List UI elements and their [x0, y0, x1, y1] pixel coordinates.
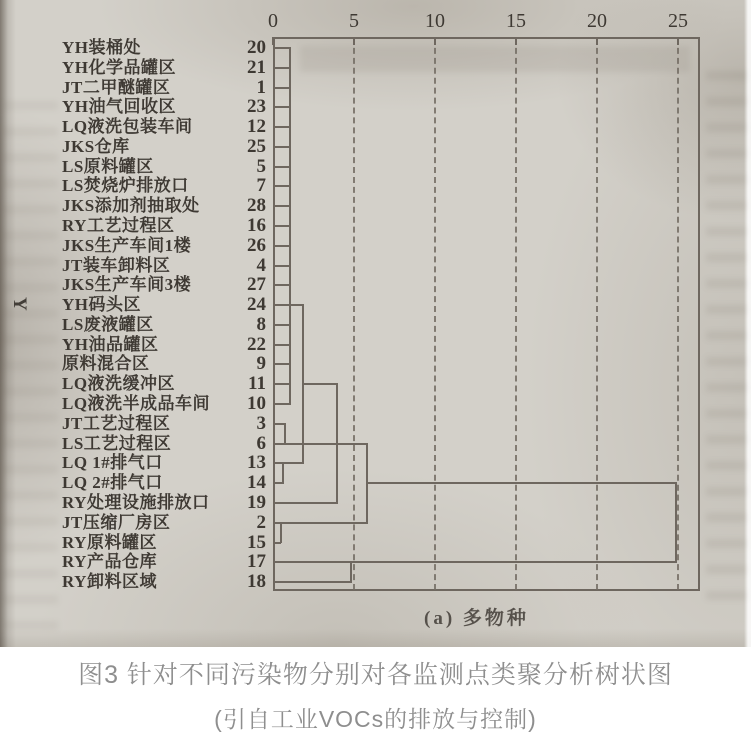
distance-gridline	[515, 38, 517, 590]
axis-tick-label: 15	[506, 10, 526, 32]
dendrogram-link	[336, 383, 338, 504]
figure-caption-block	[0, 647, 751, 735]
dendrogram-leaf-line	[273, 502, 337, 504]
leaf-id: 11	[248, 373, 266, 395]
dendrogram-leaf-line	[273, 126, 290, 128]
dendrogram-link	[282, 462, 284, 484]
leaf-label: JT压缩厂房区	[62, 512, 171, 532]
leaf-label: LQ 1#排气口	[62, 453, 163, 473]
leaf-id: 23	[247, 96, 266, 118]
leaf-label: JKS生产车间1楼	[62, 235, 192, 255]
leaf-id: 5	[256, 155, 266, 177]
axis-tick	[677, 37, 679, 45]
leaf-id: 4	[256, 254, 266, 276]
leaf-label: LQ液洗包装车间	[62, 117, 193, 137]
leaf-label: JT工艺过程区	[62, 413, 171, 433]
dendrogram-leaf-line	[273, 522, 367, 524]
dendrogram-leaf-line	[273, 67, 290, 69]
dendrogram-leaf-line	[273, 265, 290, 267]
leaf-label: RY处理设施排放口	[62, 492, 210, 512]
dendrogram-leaf-line	[273, 284, 290, 286]
leaf-id: 19	[247, 491, 266, 513]
leaf-label: RY卸料区域	[62, 572, 157, 592]
leaf-id: 22	[247, 333, 266, 355]
dendrogram-leaf-line	[273, 561, 676, 563]
axis-tick-label: 10	[425, 10, 445, 32]
leaf-id: 27	[247, 274, 266, 296]
dendrogram-leaf-line	[273, 462, 303, 464]
dendrogram-leaf-line	[273, 344, 290, 346]
axis-tick	[596, 37, 598, 45]
dendrogram-link	[303, 383, 337, 385]
leaf-label: RY产品仓库	[62, 552, 157, 572]
dendrogram-link	[284, 423, 286, 445]
dendrogram-leaf-line	[273, 106, 290, 108]
leaf-id: 9	[256, 353, 266, 375]
leaf-label: LS废液罐区	[62, 314, 154, 334]
dendrogram-leaf-line	[273, 225, 290, 227]
distance-gridline	[353, 38, 355, 590]
leaf-id: 17	[247, 551, 266, 573]
leaf-label: YH化学品罐区	[62, 57, 176, 77]
leaf-id: 13	[247, 452, 266, 474]
leaf-label: RY工艺过程区	[62, 216, 175, 236]
leaf-id: 18	[247, 571, 266, 593]
leaf-label: JKS生产车间3楼	[62, 275, 192, 295]
dendrogram-leaf-line	[273, 47, 290, 49]
dendrogram-leaf-line	[273, 581, 351, 583]
dendrogram-link	[302, 304, 304, 464]
panel-subcaption: (a) 多物种	[424, 608, 529, 629]
dendrogram-leaf-line	[273, 403, 290, 405]
leaf-label: YH码头区	[62, 295, 141, 315]
leaf-id: 1	[256, 76, 266, 98]
axis-tick	[353, 37, 355, 45]
leaf-id: 24	[247, 294, 266, 316]
leaf-id: 7	[256, 175, 266, 197]
leaf-label: LQ液洗半成品车间	[62, 394, 211, 414]
dendrogram-leaf-line	[273, 205, 290, 207]
axis-tick	[272, 37, 274, 45]
axis-tick	[515, 37, 517, 45]
leaf-label: LS工艺过程区	[62, 433, 172, 453]
axis-tick-label: 25	[668, 10, 688, 32]
leaf-id: 15	[247, 531, 266, 553]
dendrogram-leaf-line	[273, 324, 290, 326]
dendrogram-link	[366, 443, 368, 524]
dendrogram-leaf-line	[273, 146, 290, 148]
leaf-label: LQ 2#排气口	[62, 473, 163, 493]
leaf-label: JT二甲醚罐区	[62, 77, 171, 97]
distance-gridline	[434, 38, 436, 590]
plot-frame	[273, 37, 700, 591]
axis-tick-label: 5	[349, 10, 359, 32]
leaf-label: RY原料罐区	[62, 532, 157, 552]
y-axis-label: Y	[9, 297, 30, 311]
dendrogram-link	[280, 522, 282, 544]
axis-tick	[434, 37, 436, 45]
dendrogram-leaf-line	[273, 87, 290, 89]
axis-tick-label: 0	[268, 10, 278, 32]
axis-tick-label: 20	[587, 10, 607, 32]
dendrogram-link	[350, 561, 352, 583]
leaf-id: 14	[247, 472, 266, 494]
leaf-id: 26	[247, 234, 266, 256]
dendrogram-leaf-line	[273, 443, 367, 445]
leaf-id: 25	[247, 135, 266, 157]
leaf-id: 16	[247, 215, 266, 237]
leaf-label: YH油品罐区	[62, 334, 159, 354]
dendrogram-link	[289, 47, 291, 405]
leaf-label: JKS添加剂抽取处	[62, 196, 200, 216]
figure-caption-source: (引自工业VOCs的排放与控制)	[214, 706, 537, 732]
dendrogram-leaf-line	[273, 245, 290, 247]
dendrogram-leaf-line	[273, 185, 290, 187]
leaf-label: LS焚烧炉排放口	[62, 176, 189, 196]
dendrogram-leaf-line	[273, 304, 303, 306]
leaf-label: LQ液洗缓冲区	[62, 374, 176, 394]
leaf-label: YH油气回收区	[62, 97, 176, 117]
leaf-label: LS原料罐区	[62, 156, 154, 176]
leaf-id: 20	[247, 37, 266, 58]
leaf-label: YH装桶处	[62, 38, 141, 57]
leaf-label: JKS仓库	[62, 136, 130, 156]
leaf-id: 6	[256, 432, 266, 454]
distance-gridline	[596, 38, 598, 590]
leaf-id: 12	[247, 116, 266, 138]
dendrogram-leaf-line	[273, 363, 290, 365]
leaf-id: 2	[256, 511, 266, 533]
figure-caption: 图3 针对不同污染物分别对各监测点类聚分析树状图	[78, 661, 673, 689]
leaf-id: 10	[247, 393, 266, 415]
leaf-id: 21	[247, 56, 266, 78]
leaf-label: JT装车卸料区	[62, 255, 171, 275]
leaf-id: 28	[247, 195, 266, 217]
leaf-id: 8	[256, 313, 266, 335]
dendrogram-link	[675, 482, 677, 563]
dendrogram-leaf-line	[273, 383, 290, 385]
leaf-label: 原料混合区	[62, 354, 150, 374]
dendrogram-link	[367, 482, 676, 484]
dendrogram-leaf-line	[273, 166, 290, 168]
leaf-id: 3	[256, 412, 266, 434]
